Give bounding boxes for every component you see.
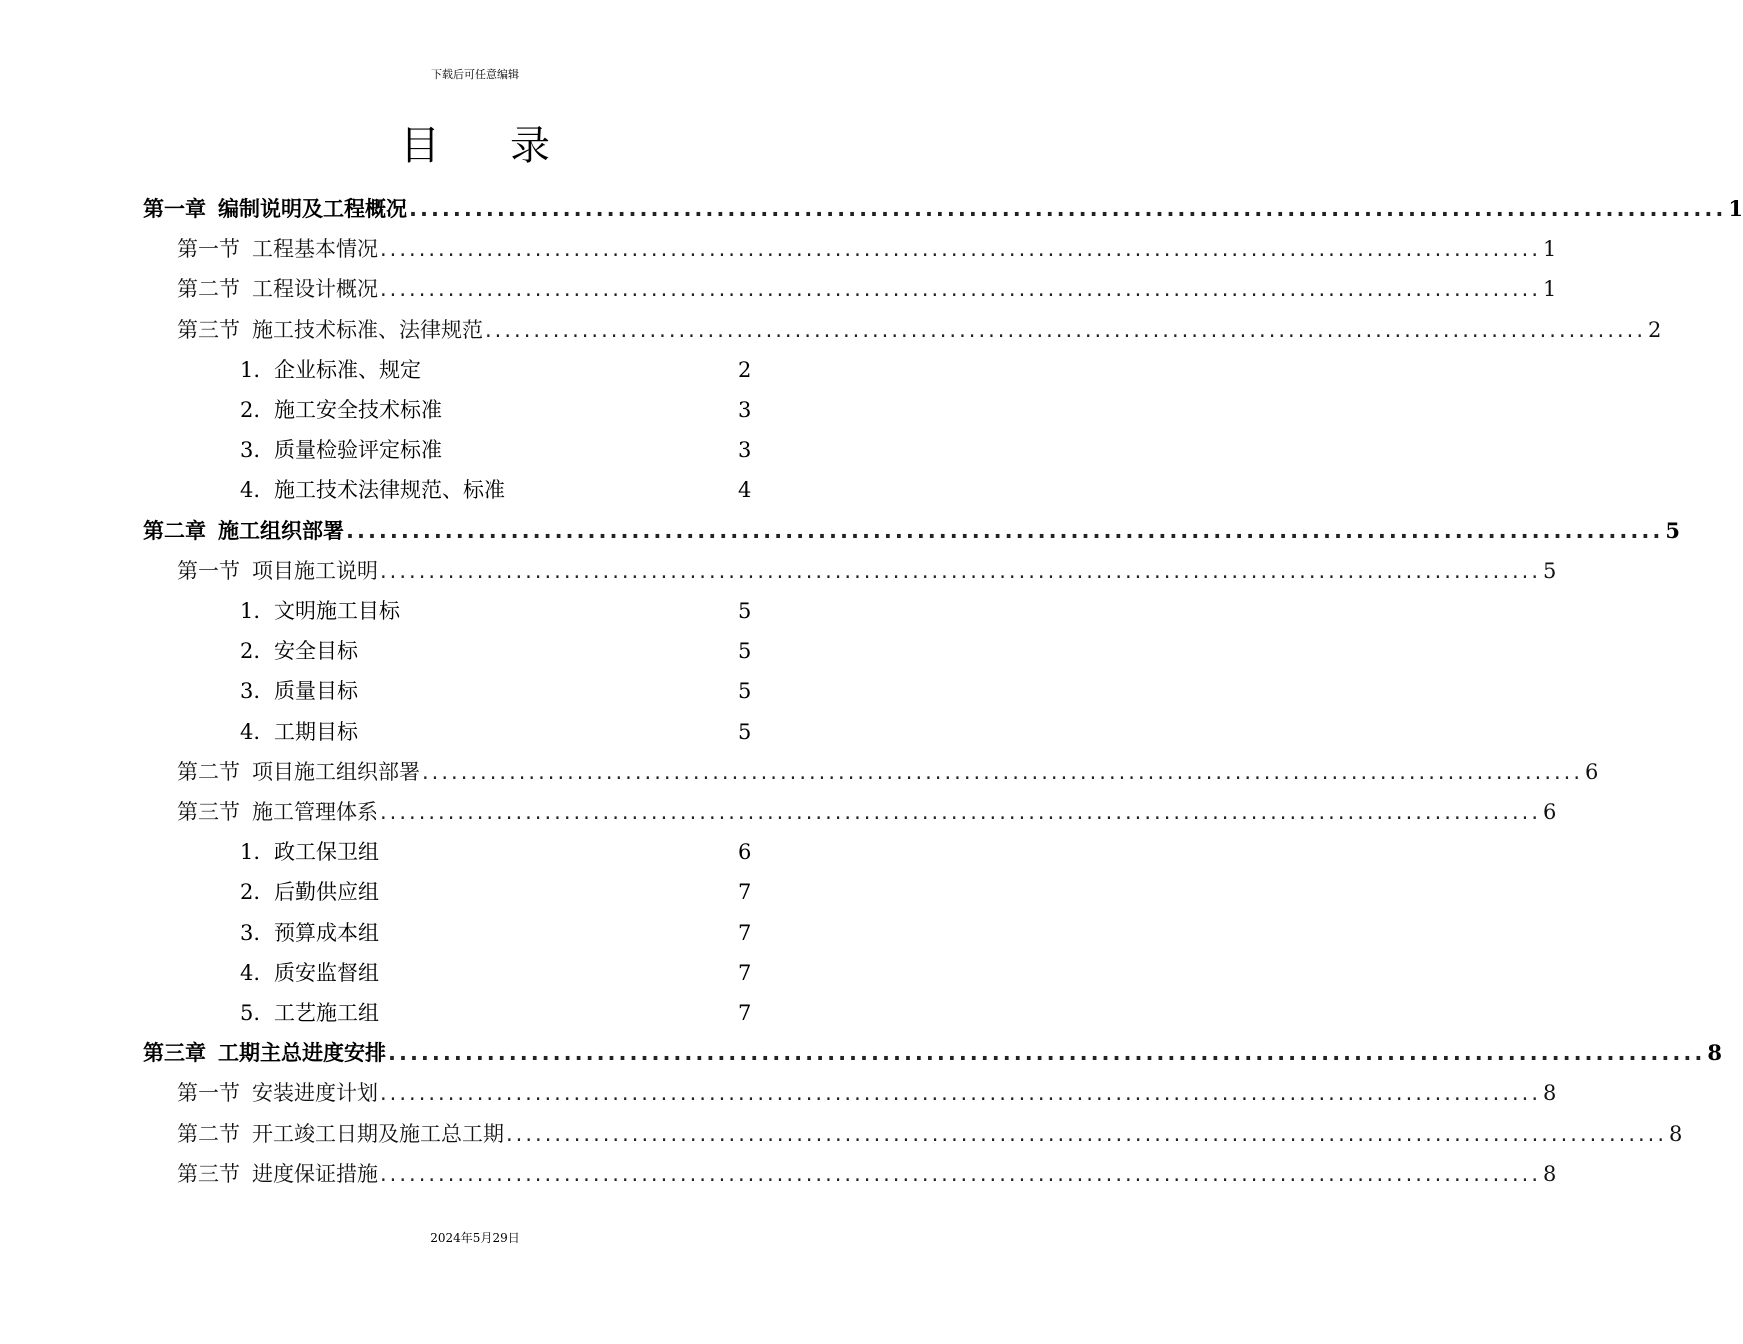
toc-item-number: 4. bbox=[240, 478, 261, 503]
toc-section-number: 第三节 bbox=[177, 1161, 240, 1186]
toc-item-page: 5 bbox=[738, 599, 752, 623]
toc-section-label bbox=[177, 792, 378, 832]
toc-item bbox=[240, 631, 760, 671]
toc-section-title: 安装进度计划 bbox=[252, 1081, 378, 1106]
toc-item-page: 7 bbox=[738, 880, 752, 905]
dot-leader: ........................................................................................................................ bbox=[380, 237, 1542, 262]
toc-item bbox=[240, 430, 760, 470]
toc-item-title: 施工安全技术标准 bbox=[274, 398, 442, 422]
toc-section-title: 项目施工说明 bbox=[252, 558, 378, 583]
toc-section-title: 项目施工组织部署 bbox=[252, 759, 420, 784]
dot-leader: ........................................................................................................................ bbox=[506, 1121, 1668, 1146]
toc-item-page: 4 bbox=[738, 478, 752, 503]
toc-section-title: 开工竣工日期及施工总工期 bbox=[252, 1121, 504, 1146]
toc-item bbox=[240, 390, 760, 430]
toc-item-page: 3 bbox=[738, 398, 752, 422]
toc-item bbox=[240, 993, 760, 1033]
toc-item-title: 质量目标 bbox=[274, 679, 358, 704]
toc-item-number: 2. bbox=[240, 880, 261, 905]
toc-section-number: 第二节 bbox=[177, 277, 240, 302]
toc-section-page: 1 bbox=[1543, 237, 1557, 262]
toc-item-title: 工期目标 bbox=[274, 719, 358, 744]
toc-section bbox=[177, 269, 1557, 309]
toc-item-page: 7 bbox=[738, 1001, 752, 1025]
toc-section-number: 第三节 bbox=[177, 317, 240, 342]
toc-section-title: 工程设计概况 bbox=[252, 277, 378, 302]
toc-section-page: 1 bbox=[1543, 277, 1557, 302]
toc-section-title: 进度保证措施 bbox=[252, 1161, 378, 1186]
toc-item-page: 6 bbox=[738, 840, 752, 865]
toc-section-page: 8 bbox=[1543, 1081, 1557, 1106]
toc-chapter-page: 8 bbox=[1707, 1040, 1722, 1066]
dot-leader: ........................................................................................................................ bbox=[380, 1081, 1542, 1106]
toc-item-number: 5. bbox=[240, 1001, 261, 1025]
toc-item bbox=[240, 350, 760, 390]
toc-item-title: 预算成本组 bbox=[274, 920, 379, 945]
toc-item bbox=[240, 913, 760, 953]
toc-item-number: 2. bbox=[240, 639, 261, 664]
toc-item-page: 7 bbox=[738, 920, 752, 945]
dot-leader: ........................................................................................................................ bbox=[485, 317, 1647, 342]
toc-item bbox=[240, 671, 760, 711]
toc-section-title: 施工管理体系 bbox=[252, 800, 378, 824]
page-header: 下载后可任意编辑 bbox=[431, 68, 519, 81]
toc-section-number: 第二节 bbox=[177, 759, 240, 784]
toc-item bbox=[240, 872, 760, 912]
title-char-2: 录 bbox=[510, 123, 550, 169]
toc-item-page: 7 bbox=[738, 960, 752, 985]
toc-item-title: 工艺施工组 bbox=[274, 1001, 379, 1025]
toc-chapter bbox=[143, 1033, 1722, 1073]
toc-section-number: 第一节 bbox=[177, 1081, 240, 1106]
toc-chapter-label bbox=[143, 511, 344, 551]
toc-item bbox=[240, 712, 760, 752]
toc-chapter-label bbox=[143, 189, 407, 229]
toc-section-page: 6 bbox=[1585, 759, 1599, 784]
toc-section-label bbox=[177, 1073, 378, 1113]
toc-section bbox=[177, 229, 1557, 269]
toc-section-number: 第一节 bbox=[177, 558, 240, 583]
toc-item-number: 3. bbox=[240, 438, 261, 463]
dot-leader: ........................................................................................................................ bbox=[380, 277, 1542, 302]
toc-section-label bbox=[177, 1114, 504, 1154]
toc-section-label bbox=[177, 310, 483, 350]
toc-section bbox=[177, 1114, 1683, 1154]
toc-section bbox=[177, 310, 1662, 350]
toc-item-title: 质安监督组 bbox=[274, 960, 379, 985]
toc-section-label bbox=[177, 229, 378, 269]
toc-item-number: 3. bbox=[240, 920, 261, 945]
toc-item-title: 质量检验评定标准 bbox=[274, 438, 442, 463]
toc-section-page: 5 bbox=[1543, 558, 1557, 583]
toc-item-title: 企业标准、规定 bbox=[274, 357, 421, 382]
toc-item bbox=[240, 832, 760, 872]
toc-chapter-number: 第三章 bbox=[143, 1041, 206, 1066]
toc-item-number: 1. bbox=[240, 357, 261, 382]
dot-leader: ........................................................................................................................ bbox=[380, 558, 1542, 583]
toc-section-label bbox=[177, 1154, 378, 1194]
toc-item-title: 施工技术法律规范、标准 bbox=[274, 478, 505, 503]
toc-chapter-title: 施工组织部署 bbox=[218, 518, 344, 543]
toc-chapter bbox=[143, 189, 1743, 229]
toc-section-page: 6 bbox=[1543, 800, 1557, 824]
toc-chapter-label bbox=[143, 1033, 386, 1073]
toc-item-number: 1. bbox=[240, 599, 261, 623]
dot-leader: ........................................................................................................................ bbox=[346, 518, 1664, 543]
toc-section-label bbox=[177, 551, 378, 591]
toc-section bbox=[177, 551, 1557, 591]
toc-section-title: 工程基本情况 bbox=[252, 237, 378, 262]
toc-chapter-number: 第二章 bbox=[143, 518, 206, 543]
toc-section-title: 施工技术标准、法律规范 bbox=[252, 317, 483, 342]
toc-item bbox=[240, 953, 760, 993]
toc-chapter bbox=[143, 511, 1680, 551]
toc-item-title: 政工保卫组 bbox=[274, 840, 379, 865]
dot-leader: ........................................................................................................................ bbox=[409, 197, 1727, 221]
toc-item-page: 5 bbox=[738, 679, 752, 704]
toc-section bbox=[177, 792, 1557, 832]
toc-item-number: 1. bbox=[240, 840, 261, 865]
toc-item-number: 4. bbox=[240, 719, 261, 744]
toc-section bbox=[177, 1154, 1557, 1194]
toc-item-page: 5 bbox=[738, 719, 752, 744]
toc-item-number: 4. bbox=[240, 960, 261, 985]
toc-item-number: 2. bbox=[240, 398, 261, 422]
toc-item-number: 3. bbox=[240, 679, 261, 704]
toc-section-label bbox=[177, 752, 420, 792]
dot-leader: ........................................................................................................................ bbox=[380, 800, 1542, 824]
page-footer-date: 2024年5月29日 bbox=[430, 1231, 520, 1245]
toc-chapter-title: 编制说明及工程概况 bbox=[218, 197, 407, 221]
toc-item-title: 后勤供应组 bbox=[274, 880, 379, 905]
toc-section-page: 8 bbox=[1543, 1161, 1557, 1186]
toc-chapter-page: 5 bbox=[1665, 517, 1680, 543]
toc-section-page: 8 bbox=[1669, 1121, 1683, 1146]
toc-section bbox=[177, 752, 1599, 792]
title-char-1: 目 bbox=[400, 123, 440, 169]
toc-chapter-title: 工期主总进度安排 bbox=[218, 1041, 386, 1066]
toc-section-number: 第二节 bbox=[177, 1121, 240, 1146]
toc-section-label bbox=[177, 269, 378, 309]
toc-item-title: 安全目标 bbox=[274, 639, 358, 664]
toc-item bbox=[240, 470, 760, 510]
toc-item-title: 文明施工目标 bbox=[274, 599, 400, 623]
page-title bbox=[0, 120, 950, 172]
toc-section-page: 2 bbox=[1648, 317, 1662, 342]
toc-chapter-page: 1 bbox=[1728, 196, 1743, 221]
toc-chapter-number: 第一章 bbox=[143, 197, 206, 221]
toc-item-page: 5 bbox=[738, 639, 752, 664]
toc-section-number: 第三节 bbox=[177, 800, 240, 824]
dot-leader: ........................................................................................................................ bbox=[422, 759, 1584, 784]
toc-section bbox=[177, 1073, 1557, 1113]
toc-item bbox=[240, 591, 760, 631]
toc-item-page: 3 bbox=[738, 438, 752, 463]
toc-section-number: 第一节 bbox=[177, 237, 240, 262]
toc-item-page: 2 bbox=[738, 357, 752, 382]
dot-leader: ........................................................................................................................ bbox=[388, 1041, 1706, 1066]
dot-leader: ........................................................................................................................ bbox=[380, 1161, 1542, 1186]
